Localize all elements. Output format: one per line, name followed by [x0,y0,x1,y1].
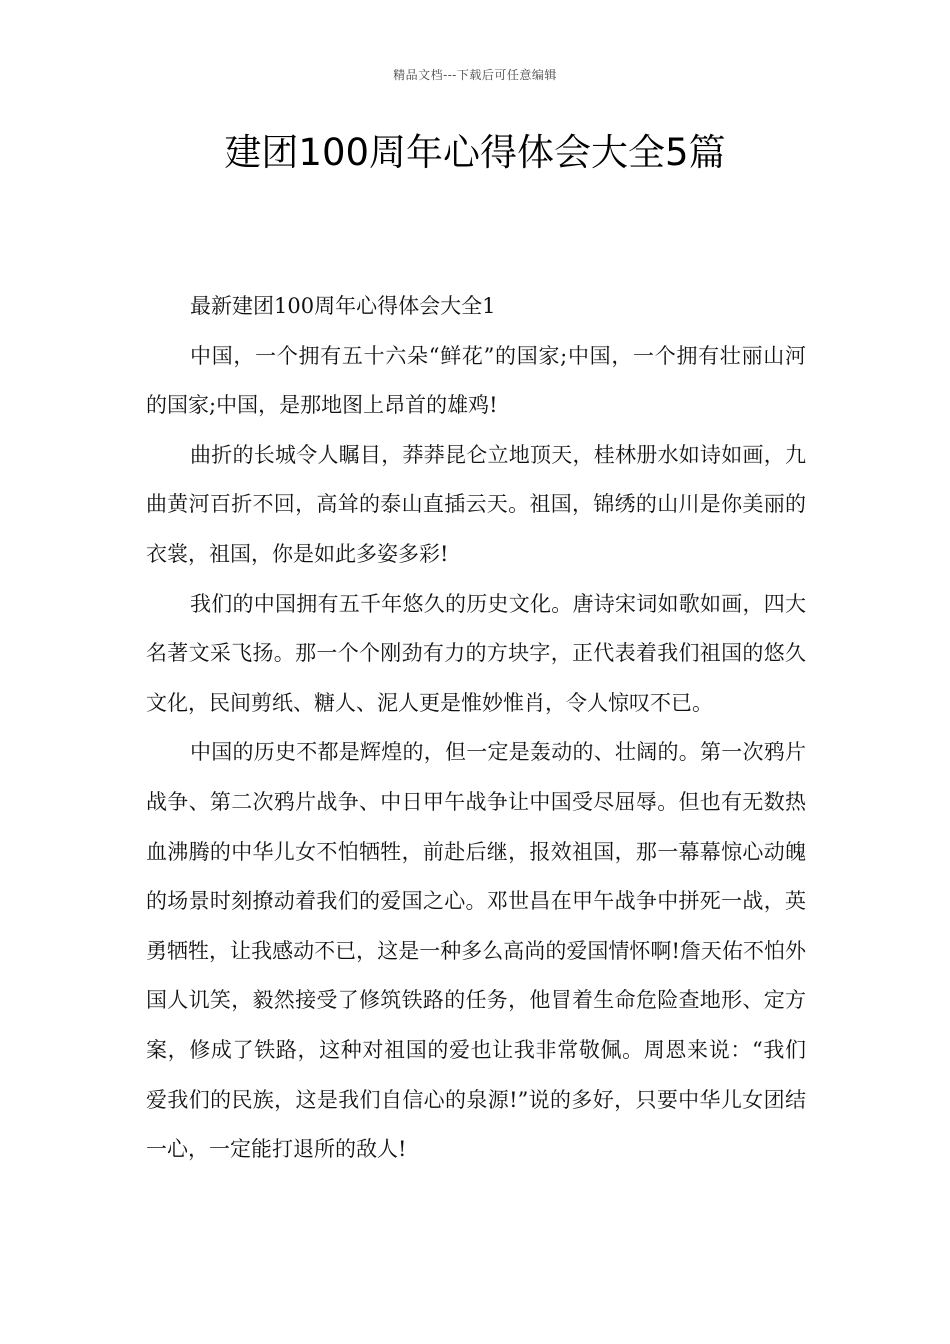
body-paragraph: 曲折的长城令人瞩目，莽莽昆仑立地顶天，桂林册水如诗如画，九曲黄河百折不回，高耸的泰山直插云天。祖国，锦绣的山川是你美丽的衣裳，祖国，你是如此多姿多彩! [146,442,806,566]
body-paragraph: 中国的历史不都是辉煌的，但一定是轰动的、壮阔的。第一次鸦片战争、第二次鸦片战争、中日甲午战争让中国受尽屈辱。但也有无数热血沸腾的中华儿女不怕牺牲，前赴后继，报效祖国，那一幕幕惊心动魄的场景时刻撩动着我们的爱国之心。邓世昌在甲午战争中拼死一战，英勇牺牲，让我感动不已，这是一种多么高尚的爱国情怀啊!詹天佑不怕外国人讥笑，毅然接受了修筑铁路的任务，他冒着生命危险查地形、定方案，修成了铁路，这种对祖国的爱也让我非常敬佩。周恩来说：“我们爱我们的民族，这是我们自信心的泉源!”说的多好，只要中华儿女团结一心，一定能打退所的敌人! [146,740,806,1162]
document-body [146,282,806,1175]
body-paragraph: 中国，一个拥有五十六朵“鲜花”的国家;中国，一个拥有壮丽山河的国家;中国，是那地图上昂首的雄鸡! [146,343,806,418]
document-title: 建团100周年心得体会大全5篇 [224,131,726,174]
body-paragraph: 我们的中国拥有五千年悠久的历史文化。唐诗宋词如歌如画，四大名著文采飞扬。那一个个刚劲有力的方块字，正代表着我们祖国的悠久文化，民间剪纸、糖人、泥人更是惟妙惟肖，令人惊叹不已。 [146,591,806,715]
section-heading: 最新建团100周年心得体会大全1 [190,294,496,318]
header-watermark: 精品文档---下载后可任意编辑 [393,68,557,82]
